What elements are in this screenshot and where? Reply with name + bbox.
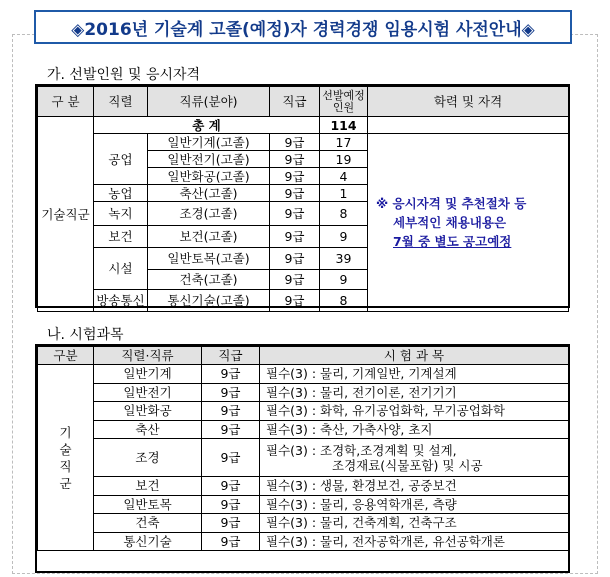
note-line-3: 7월 중 별도 공고예정 [393, 234, 512, 249]
header-qualification: 학력 및 자격 [368, 87, 569, 117]
series-cell: 농업 [94, 185, 148, 202]
field-cell: 일반전기(고졸) [148, 151, 270, 168]
field-cell: 일반토목(고졸) [148, 248, 270, 270]
header-grade: 직급 [270, 87, 320, 117]
subjects-line-1: 필수(3) : 조경학,조경계획 및 설계, [266, 442, 457, 458]
count-cell: 9 [320, 270, 368, 290]
count-cell: 1 [320, 185, 368, 202]
table-row [38, 439, 569, 477]
total-qualification [368, 117, 569, 134]
subjects-cell: 필수(3) : 축산, 가축사양, 초지 [260, 420, 569, 439]
subjects-cell: 필수(3) : 생물, 환경보건, 공중보건 [260, 477, 569, 496]
series-cell: 시설 [94, 248, 148, 290]
section-b-heading: 나. 시험과목 [47, 327, 124, 343]
table-row [38, 514, 569, 533]
section-a-heading: 가. 선발인원 및 응시자격 [47, 67, 201, 83]
subjects-line-2: 조경재료(식물포함) 및 시공 [332, 457, 483, 473]
header-category: 구 분 [38, 87, 94, 117]
table-row [38, 477, 569, 496]
header-category: 구분 [38, 347, 94, 365]
field-cell: 통신기술(고졸) [148, 290, 270, 312]
subjects-cell [260, 439, 569, 477]
table-row [38, 420, 569, 439]
series-cell: 녹지 [94, 202, 148, 226]
subjects-cell: 필수(3) : 화학, 유기공업화학, 무기공업화학 [260, 402, 569, 421]
table-row [38, 365, 569, 384]
grade-cell: 9급 [202, 383, 260, 402]
group-char: 술 [59, 441, 72, 457]
field-cell: 일반기계 [94, 365, 202, 384]
exam-subjects-table [37, 346, 569, 551]
grade-cell: 9급 [270, 248, 320, 270]
field-cell: 보건 [94, 477, 202, 496]
field-cell: 축산 [94, 420, 202, 439]
field-cell: 조경(고졸) [148, 202, 270, 226]
grade-cell: 9급 [270, 185, 320, 202]
table-row [38, 495, 569, 514]
series-cell: 공업 [94, 134, 148, 185]
count-cell: 4 [320, 168, 368, 185]
header-count: 선발예정 인원 [320, 87, 368, 117]
table-row [38, 134, 569, 151]
header-series: 직렬 [94, 87, 148, 117]
count-cell: 8 [320, 202, 368, 226]
field-cell: 보건(고졸) [148, 226, 270, 248]
table-row [38, 532, 569, 551]
table-row [38, 383, 569, 402]
table-header-row [38, 347, 569, 365]
grade-cell: 9급 [202, 514, 260, 533]
group-label [38, 365, 94, 551]
grade-cell: 9급 [270, 202, 320, 226]
subjects-cell: 필수(3) : 물리, 전기이론, 전기기기 [260, 383, 569, 402]
field-cell: 조경 [94, 439, 202, 477]
grade-cell: 9급 [202, 420, 260, 439]
recruitment-table [37, 86, 569, 312]
grade-cell: 9급 [202, 477, 260, 496]
total-label: 총 계 [94, 117, 320, 134]
count-cell: 8 [320, 290, 368, 312]
group-char: 군 [59, 475, 72, 491]
field-cell: 일반전기 [94, 383, 202, 402]
grade-cell: 9급 [270, 270, 320, 290]
subjects-cell: 필수(3) : 물리, 전자공학개론, 유선공학개론 [260, 532, 569, 551]
qualification-note [368, 134, 569, 312]
grade-cell: 9급 [270, 134, 320, 151]
count-cell: 17 [320, 134, 368, 151]
field-cell: 일반화공(고졸) [148, 168, 270, 185]
group-label: 기술직군 [38, 117, 94, 312]
grade-cell: 9급 [202, 495, 260, 514]
group-char: 직 [59, 458, 72, 474]
series-cell: 방송통신 [94, 290, 148, 312]
grade-cell: 9급 [202, 402, 260, 421]
field-cell: 통신기술 [94, 532, 202, 551]
header-grade: 직급 [202, 347, 260, 365]
grade-cell: 9급 [270, 151, 320, 168]
field-cell: 건축(고졸) [148, 270, 270, 290]
table-header-row [38, 87, 569, 117]
grade-cell: 9급 [202, 532, 260, 551]
note-line-2: 세부적인 채용내용은 [393, 215, 507, 230]
count-cell: 19 [320, 151, 368, 168]
total-value: 114 [320, 117, 368, 134]
header-series-field: 직렬·직류 [94, 347, 202, 365]
grade-cell: 9급 [270, 226, 320, 248]
subjects-cell: 필수(3) : 물리, 건축계획, 건축구조 [260, 514, 569, 533]
field-cell: 건축 [94, 514, 202, 533]
page-title: ◈2016년 기술계 고졸(예정)자 경력경쟁 임용시험 사전안내◈ [34, 10, 572, 44]
series-cell: 보건 [94, 226, 148, 248]
grade-cell: 9급 [202, 439, 260, 477]
table-row [38, 402, 569, 421]
header-subjects: 시 험 과 목 [260, 347, 569, 365]
field-cell: 일반화공 [94, 402, 202, 421]
count-cell: 9 [320, 226, 368, 248]
count-cell: 39 [320, 248, 368, 270]
subjects-cell: 필수(3) : 물리, 응용역학개론, 측량 [260, 495, 569, 514]
field-cell: 일반기계(고졸) [148, 134, 270, 151]
note-line-1: ※ 응시자격 및 추천절차 등 [376, 196, 527, 211]
subjects-cell: 필수(3) : 물리, 기계일반, 기계설계 [260, 365, 569, 384]
grade-cell: 9급 [202, 365, 260, 384]
grade-cell: 9급 [270, 290, 320, 312]
grade-cell: 9급 [270, 168, 320, 185]
header-field: 직류(분야) [148, 87, 270, 117]
field-cell: 일반토목 [94, 495, 202, 514]
group-char: 기 [59, 424, 72, 440]
field-cell: 축산(고졸) [148, 185, 270, 202]
